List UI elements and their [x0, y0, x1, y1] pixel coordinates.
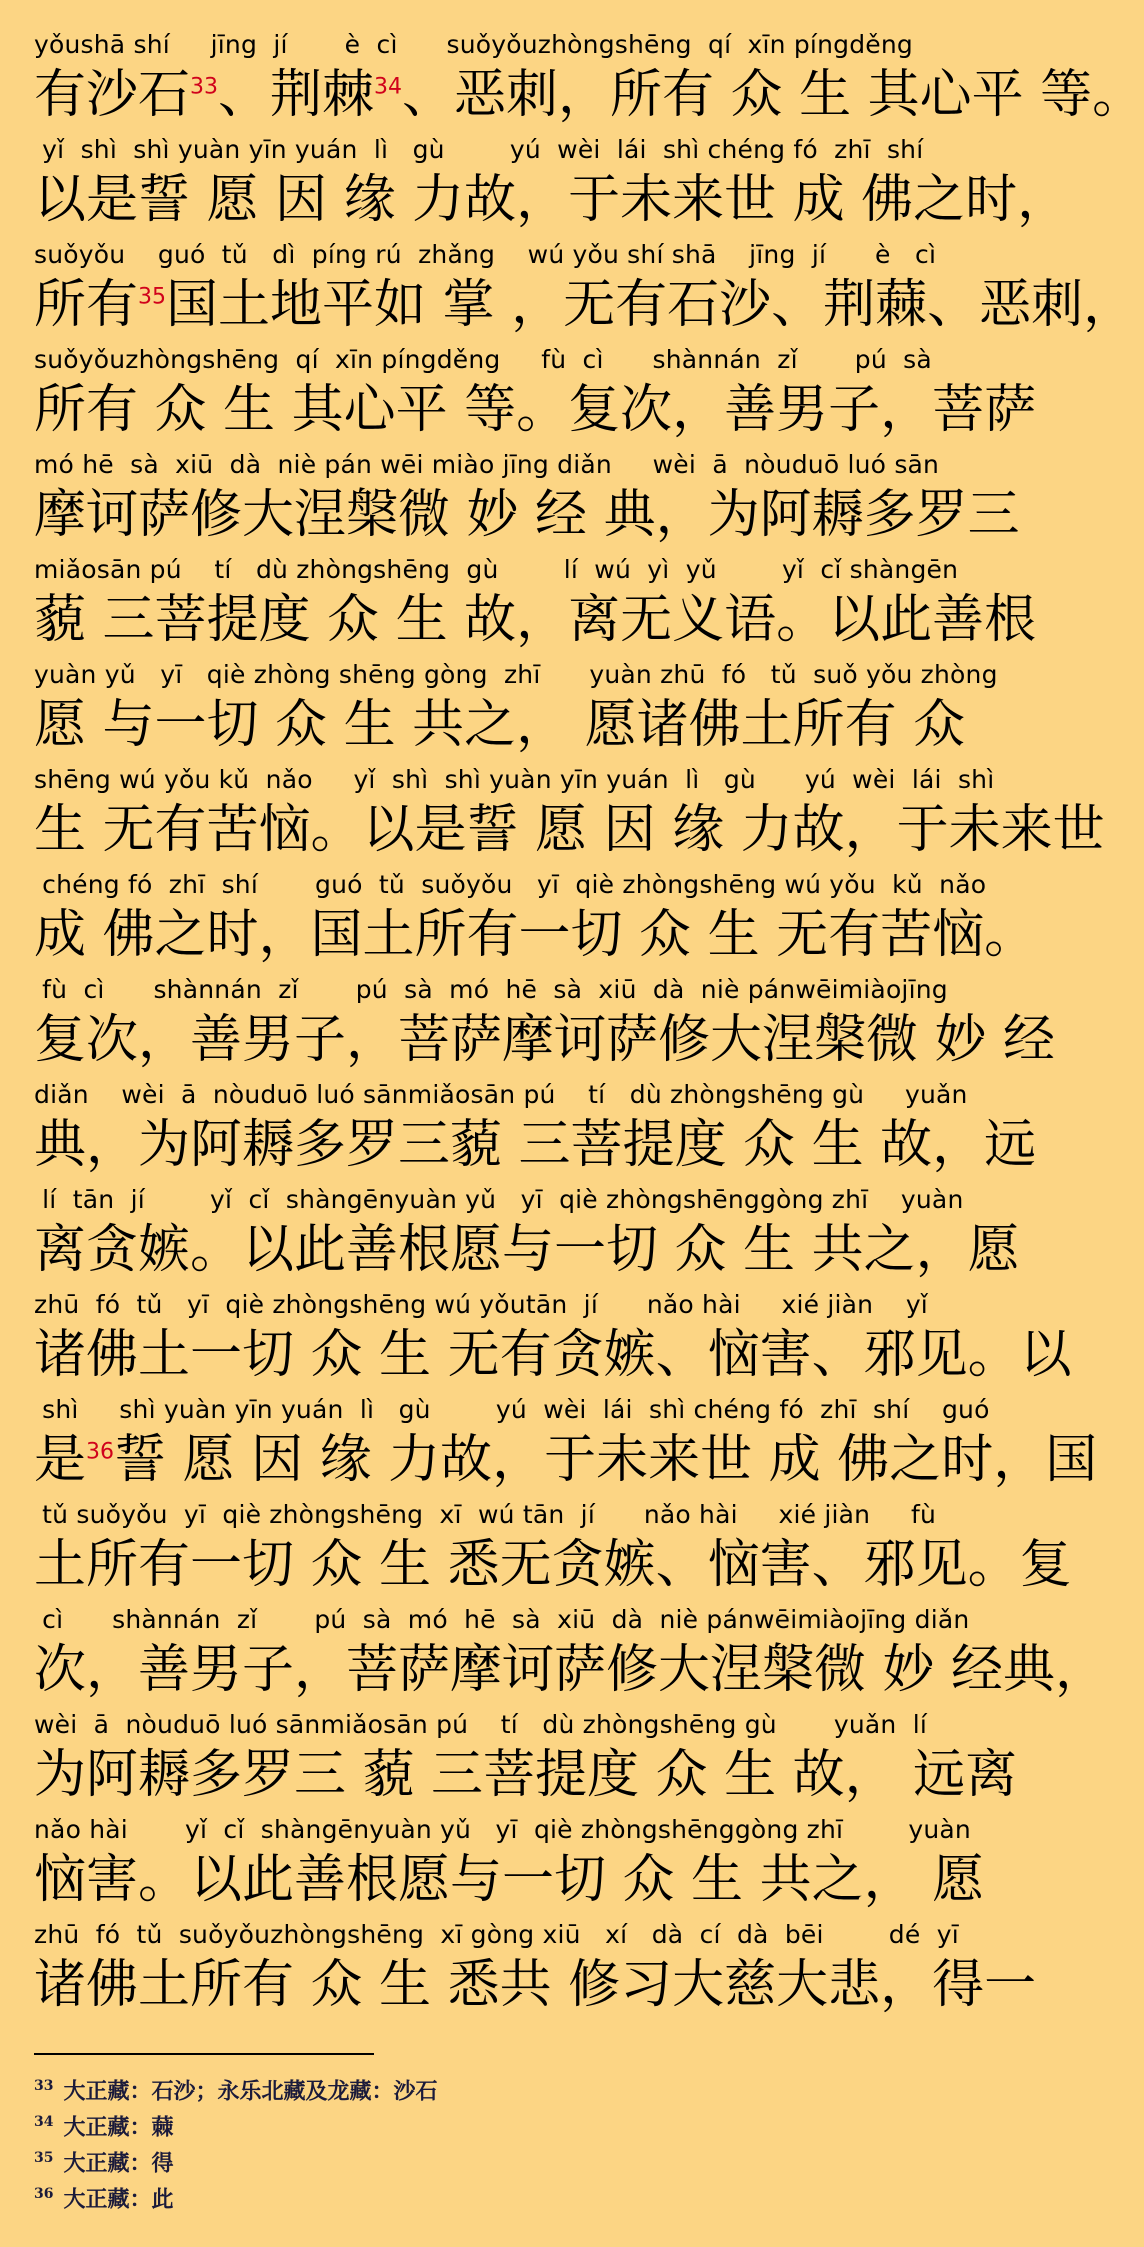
pinyin-annotation: yǒushā shí jīng jí è cì suǒyǒuzhòngshēng qí xīn píngděng — [34, 30, 913, 59]
chinese-text — [34, 379, 1054, 441]
text-segment: 是 — [34, 1430, 87, 1490]
footnote-item — [34, 2068, 1034, 2104]
text-segment: 所有 众 生 其心平 等。复次，善男子，菩萨 — [34, 380, 1037, 440]
footnotes-section — [34, 2068, 1034, 2212]
pinyin-annotation: wèi ā nòuduō luó sānmiǎosān pú tí dù zhòngshēng gù yuǎn lí — [34, 1710, 928, 1739]
text-line — [34, 131, 1070, 236]
footnote-number: 35 — [34, 2150, 54, 2166]
chinese-text — [34, 1639, 1108, 1701]
footnote-number: 33 — [34, 2078, 54, 2094]
pinyin-annotation: miǎosān pú tí dù zhòngshēng gù lí wú yì yǔ yǐ cǐ shàngēn — [34, 555, 959, 584]
text-segment: 恼害。以此善根愿与一切 众 生 共之， 愿 — [34, 1850, 985, 1910]
footnote-text: 大正藏：蕀 — [63, 2114, 174, 2141]
text-line — [34, 1496, 1072, 1601]
chinese-text — [34, 484, 1054, 546]
pinyin-annotation: shì shì yuàn yīn yuán lì gù yú wèi lái shì chéng fó zhī shí guó — [34, 1395, 990, 1424]
footnote-marker[interactable]: 35 — [138, 284, 167, 310]
pinyin-annotation: suǒyǒuzhòngshēng qí xīn píngděng fù cì shànnán zǐ pú sà — [34, 345, 932, 374]
chinese-text — [34, 1849, 1054, 1911]
text-line — [34, 971, 1054, 1076]
text-segment: 为阿耨多罗三 藐 三菩提度 众 生 故， 远离 — [34, 1745, 1018, 1805]
chinese-text — [34, 1219, 1054, 1281]
footnote-number: 36 — [34, 2186, 54, 2202]
chinese-text — [34, 274, 1136, 336]
pinyin-annotation: shēng wú yǒu kǔ nǎo yǐ shì shì yuàn yīn yuán lì gù yú wèi lái shì — [34, 765, 995, 794]
text-line — [34, 1706, 1054, 1811]
text-segment: 诸佛土一切 众 生 无有贪嫉、恼害、邪见。以 — [34, 1325, 1072, 1385]
chinese-text — [34, 799, 1105, 861]
text-segment: 生 无有苦恼。以是誓 愿 因 缘 力故，于未来世 — [34, 800, 1105, 860]
text-segment: 、恶刺，所有 众 生 其心平 等。 — [402, 65, 1144, 125]
chinese-text — [34, 1534, 1072, 1596]
chinese-text — [34, 1954, 1054, 2016]
pinyin-annotation: chéng fó zhī shí guó tǔ suǒyǒu yī qiè zhòngshēng wú yǒu kǔ nǎo — [34, 870, 987, 899]
footnote-divider — [34, 2053, 374, 2055]
text-line — [34, 656, 1054, 761]
pinyin-annotation: mó hē sà xiū dà niè pán wēi miào jīng diǎn wèi ā nòuduō luó sān — [34, 450, 940, 479]
text-segment: 国土地平如 掌 ，无有石沙、荆蕀、恶刺， — [166, 275, 1136, 335]
text-segment: 离贪嫉。以此善根愿与一切 众 生 共之，愿 — [34, 1220, 1020, 1280]
chinese-text — [34, 694, 1054, 756]
chinese-text — [34, 904, 1054, 966]
chinese-text — [34, 169, 1070, 231]
text-line — [34, 446, 1054, 551]
text-segment: 所有 — [34, 275, 139, 335]
text-segment: 典，为阿耨多罗三藐 三菩提度 众 生 故，远 — [34, 1115, 1037, 1175]
pinyin-annotation: diǎn wèi ā nòuduō luó sānmiǎosān pú tí dù zhòngshēng gù yuǎn — [34, 1080, 968, 1109]
pinyin-annotation: tǔ suǒyǒu yī qiè zhòngshēng xī wú tān jí nǎo hài xié jiàn fù — [34, 1500, 937, 1529]
chinese-text — [34, 64, 1144, 126]
text-segment: 复次，善男子，菩萨摩诃萨修大涅槃微 妙 经 — [34, 1010, 1056, 1070]
text-line — [34, 1076, 1054, 1181]
pinyin-annotation: zhū fó tǔ suǒyǒuzhòngshēng xī gòng xiū xí dà cí dà bēi dé yī — [34, 1920, 959, 1949]
pinyin-annotation: lí tān jí yǐ cǐ shàngēnyuàn yǔ yī qiè zhòngshēnggòng zhī yuàn — [34, 1185, 964, 1214]
footnote-marker[interactable]: 33 — [190, 74, 219, 100]
chinese-text — [34, 1009, 1054, 1071]
text-segment: 愿 与一切 众 生 共之， 愿诸佛土所有 众 — [34, 695, 966, 755]
text-line — [34, 1916, 1054, 2021]
text-line — [34, 26, 1144, 131]
chinese-text — [34, 1324, 1072, 1386]
pinyin-annotation: cì shànnán zǐ pú sà mó hē sà xiū dà niè pánwēimiàojīng diǎn — [34, 1605, 970, 1634]
text-line — [34, 1181, 1054, 1286]
chinese-text — [34, 589, 1054, 651]
text-body — [34, 26, 1144, 2021]
pinyin-annotation: zhū fó tǔ yī qiè zhòngshēng wú yǒutān jí nǎo hài xié jiàn yǐ — [34, 1290, 928, 1319]
text-line — [34, 341, 1054, 446]
text-line — [34, 1286, 1072, 1391]
text-line — [34, 1811, 1054, 1916]
pinyin-annotation: fù cì shànnán zǐ pú sà mó hē sà xiū dà niè pánwēimiàojīng — [34, 975, 948, 1004]
text-segment: 成 佛之时，国土所有一切 众 生 无有苦恼。 — [34, 905, 1037, 965]
pinyin-annotation: yuàn yǔ yī qiè zhòng shēng gòng zhī yuàn zhū fó tǔ suǒ yǒu zhòng — [34, 660, 998, 689]
text-segment: 有沙石 — [34, 65, 191, 125]
footnote-text: 大正藏：此 — [63, 2186, 174, 2213]
pinyin-annotation: suǒyǒu guó tǔ dì píng rú zhǎng wú yǒu shí shā jīng jí è cì — [34, 240, 937, 269]
footnote-number: 34 — [34, 2114, 54, 2130]
text-segment: 土所有一切 众 生 悉无贪嫉、恼害、邪见。复 — [34, 1535, 1072, 1595]
footnote-text: 大正藏：得 — [63, 2150, 174, 2177]
text-line — [34, 551, 1054, 656]
footnote-item — [34, 2176, 1034, 2212]
chinese-text — [34, 1429, 1098, 1491]
text-line — [34, 1601, 1108, 1706]
text-segment: 以是誓 愿 因 缘 力故，于未来世 成 佛之时， — [34, 170, 1070, 230]
text-segment: 、荆棘 — [218, 65, 375, 125]
text-segment: 次，善男子，菩萨摩诃萨修大涅槃微 妙 经典， — [34, 1640, 1108, 1700]
footnote-marker[interactable]: 34 — [374, 74, 403, 100]
text-line — [34, 236, 1136, 341]
text-line — [34, 1391, 1098, 1496]
footnote-text: 大正藏：石沙；永乐北藏及龙藏：沙石 — [63, 2078, 438, 2105]
text-line — [34, 866, 1054, 971]
chinese-text — [34, 1744, 1054, 1806]
pinyin-annotation: nǎo hài yǐ cǐ shàngēnyuàn yǔ yī qiè zhòngshēnggòng zhī yuàn — [34, 1815, 971, 1844]
text-segment: 摩诃萨修大涅槃微 妙 经 典，为阿耨多罗三 — [34, 485, 1020, 545]
text-segment: 诸佛土所有 众 生 悉共 修习大慈大悲，得一 — [34, 1955, 1037, 2015]
text-segment: 藐 三菩提度 众 生 故，离无义语。以此善根 — [34, 590, 1037, 650]
footnote-marker[interactable]: 36 — [86, 1439, 115, 1465]
footnote-item — [34, 2140, 1034, 2176]
pinyin-annotation: yǐ shì shì yuàn yīn yuán lì gù yú wèi lái shì chéng fó zhī shí — [34, 135, 924, 164]
text-segment: 誓 愿 因 缘 力故，于未来世 成 佛之时，国 — [114, 1430, 1098, 1490]
text-line — [34, 761, 1105, 866]
footnote-item — [34, 2104, 1034, 2140]
chinese-text — [34, 1114, 1054, 1176]
